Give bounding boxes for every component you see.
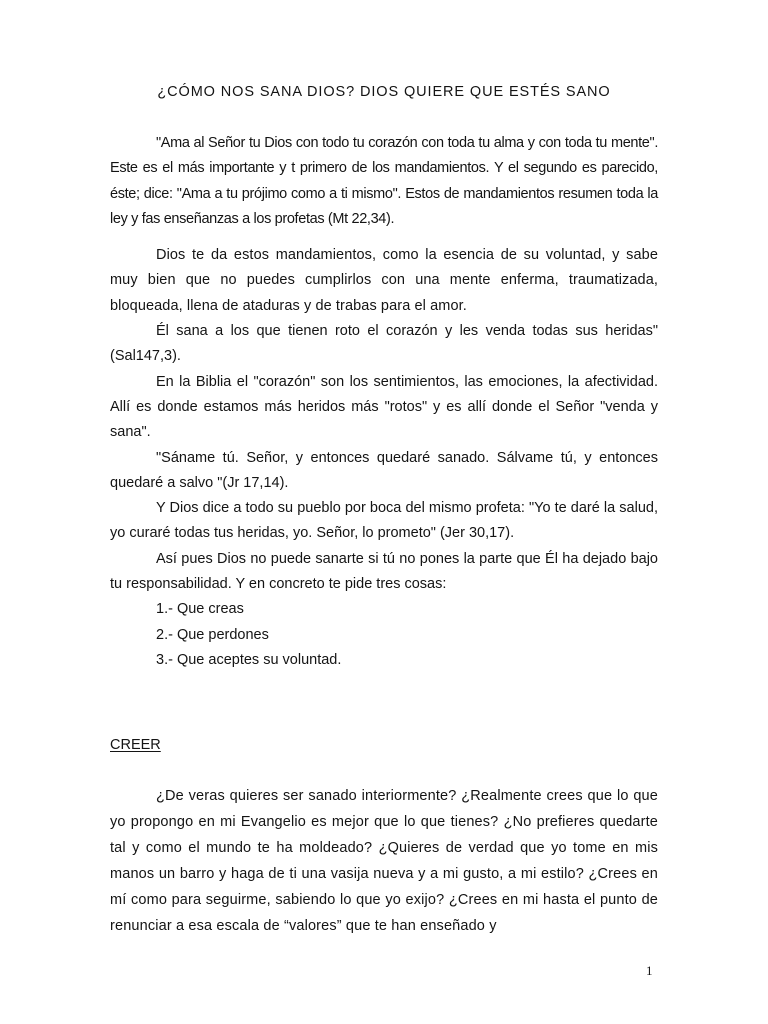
paragraph-2: Dios te da estos mandamientos, como la esencia de su voluntad, y sabe muy bien que no puedes cumplirlos con una mente enferma, traumatizada, bloqueada, llena de ataduras y de trabas para el amor. <box>110 247 658 314</box>
paragraph-6: Y Dios dice a todo su pueblo por boca del mismo profeta: "Yo te daré la salud, yo curaré todas tus heridas, yo. Señor, lo prometo" (Jer 30,17). <box>110 500 658 542</box>
page-number: 1 <box>646 963 653 978</box>
section-heading: CREER <box>110 737 161 753</box>
document-body <box>110 131 658 673</box>
paragraph-4: En la Biblia el "corazón" son los sentimientos, las emociones, la afectividad. Allí es donde estamos más heridos más "rotos" y es allí donde el Señor "venda y sana". <box>110 373 658 441</box>
list-item-3: 3.- Que aceptes su voluntad. <box>156 651 342 668</box>
list-item-2: 2.- Que perdones <box>156 626 269 643</box>
section-paragraph: ¿De veras quieres ser sanado interiormente? ¿Realmente crees que lo que yo propongo en mi Evangelio es mejor que lo que tienes? ¿No prefieres quedarte tal y como el mundo te ha moldeado? ¿Quieres de verdad que yo tome en mis manos un barro y haga de ti una vasija nueva y a mi gusto, a mi estilo? ¿Crees en mí como para seguirme, sabiendo lo que yo exijo? ¿Crees en mi hasta el punto de renunciar a esa escala de “valores” que te han enseñado y <box>110 788 658 934</box>
paragraph-5: "Sáname tú. Señor, y entonces quedaré sanado. Sálvame tú, y entonces quedaré a salvo "(Jr 17,14). <box>110 449 658 491</box>
paragraph-1: "Ama al Señor tu Dios con todo tu corazón con toda tu alma y con toda tu mente". Este es el más importante y t primero de los mandamientos. Y el segundo es parecido, éste; dice: "Ama a tu prójimo como a ti mismo". Estos de mandamientos resumen toda la ley y fas enseñanzas a los profetas (Mt 22,34). <box>110 135 658 227</box>
document-title: ¿CÓMO NOS SANA DIOS? DIOS QUIERE QUE ESTÉS SANO <box>157 84 611 100</box>
paragraph-7: Así pues Dios no puede sanarte si tú no pones la parte que Él ha dejado bajo tu responsabilidad. Y en concreto te pide tres cosas: <box>110 550 658 593</box>
list-item-1: 1.- Que creas <box>156 601 244 618</box>
paragraph-3: Él sana a los que tienen roto el corazón y les venda todas sus heridas" (Sal147,3). <box>110 323 658 365</box>
